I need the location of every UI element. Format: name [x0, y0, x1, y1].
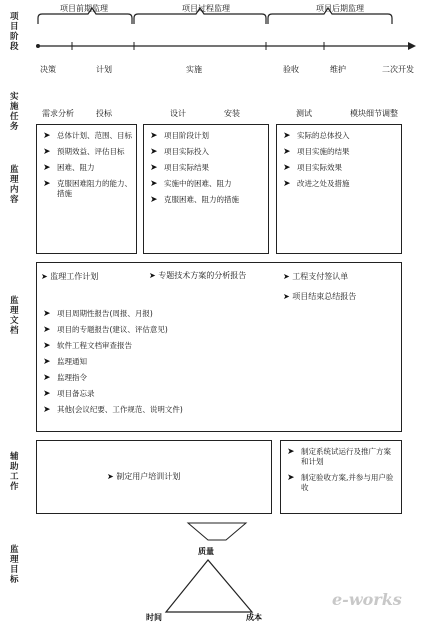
timeline-point: 二次开发 [382, 65, 414, 74]
content-box-process [143, 124, 269, 254]
doc-top-1: ➤ 监理工作计划 [41, 272, 99, 281]
task-item: 测试 [296, 109, 312, 118]
documents-box [36, 262, 402, 432]
arrow-bullet-icon: ➤ [283, 147, 291, 157]
list-item: ➤ 监理通知 [43, 357, 87, 367]
arrow-bullet-icon: ➤ [43, 373, 51, 383]
goal-quality: 质量 [198, 547, 214, 556]
list-item: ➤ 困难、阻力 [43, 163, 95, 173]
arrow-bullet-icon: ➤ [149, 271, 159, 280]
bracket-label-pre: 项目前期监理 [60, 4, 108, 13]
arrow-bullet-icon: ➤ [283, 163, 291, 173]
section-label-goals: 监理目标 [10, 545, 19, 585]
arrow-bullet-icon: ➤ [43, 309, 51, 319]
section-label-documents: 监理文档 [10, 296, 19, 336]
goal-time: 时间 [146, 613, 162, 622]
list-item: ➤ 项目阶段计划 [150, 131, 209, 141]
task-item: 设计 [170, 109, 186, 118]
arrow-bullet-icon: ➤ [283, 272, 293, 281]
timeline-arrowhead [408, 42, 416, 50]
arrow-bullet-icon: ➤ [43, 163, 51, 173]
section-label-phases: 项目阶段 [10, 12, 19, 52]
goal-arrow [188, 523, 246, 540]
list-item: ➤ 项目的专题报告(建议、评估意见) [43, 325, 168, 335]
arrow-bullet-icon: ➤ [150, 131, 158, 141]
goal-triangle [166, 560, 252, 612]
list-item: ➤ 预期效益、评估目标 [43, 147, 125, 157]
arrow-bullet-icon: ➤ [43, 131, 51, 141]
bracket-label-process: 项目过程监理 [182, 4, 230, 13]
timeline-point: 决策 [40, 65, 56, 74]
doc-top-3: ➤ 工程支付签认单 [283, 272, 349, 281]
arrow-bullet-icon: ➤ [287, 473, 295, 483]
section-label-tasks: 实施任务 [10, 92, 19, 132]
list-item: ➤ 项目实际结果 [150, 163, 209, 173]
timeline-point: 验收 [283, 65, 299, 74]
arrow-bullet-icon: ➤ [283, 179, 291, 189]
list-item: ➤ 制定系统试运行及推广方案和计划 [287, 447, 391, 466]
arrow-bullet-icon: ➤ [43, 389, 51, 399]
list-item: ➤ 监理指令 [43, 373, 87, 383]
list-item: ➤ 克服困难、阻力的措施 [150, 195, 239, 205]
doc-right-2: ➤ 项目结束总结报告 [283, 292, 357, 301]
arrow-bullet-icon: ➤ [43, 341, 51, 351]
task-item: 投标 [96, 109, 112, 118]
content-box-post [276, 124, 402, 254]
content-box-pre [36, 124, 137, 254]
list-item: ➤ 其他(会议纪要、工作规范、说明文件) [43, 405, 183, 415]
section-label-auxiliary: 辅助工作 [10, 452, 19, 492]
task-item: 模块细节调整 [350, 109, 398, 118]
arrow-bullet-icon: ➤ [43, 325, 51, 335]
list-item: ➤ 项目备忘录 [43, 389, 95, 399]
arrow-bullet-icon: ➤ [150, 195, 158, 205]
arrow-bullet-icon: ➤ [43, 147, 51, 157]
arrow-bullet-icon: ➤ [283, 131, 291, 141]
arrow-bullet-icon: ➤ [150, 147, 158, 157]
arrow-bullet-icon: ➤ [43, 405, 51, 415]
timeline-point: 维护 [330, 65, 346, 74]
bracket-label-post: 项目后期监理 [316, 4, 364, 13]
arrow-bullet-icon: ➤ [150, 163, 158, 173]
list-item: ➤ 制定验收方案,并参与用户验收 [287, 473, 394, 492]
arrow-bullet-icon: ➤ [107, 472, 117, 481]
auxiliary-box-left [36, 440, 272, 514]
arrow-bullet-icon: ➤ [283, 292, 293, 301]
list-item: ➤ 实际的总体投入 [283, 131, 350, 141]
task-item: 安装 [224, 109, 240, 118]
list-item: ➤ 克服困难阻力的能力、措施 [43, 179, 132, 198]
auxiliary-box-right [280, 440, 402, 514]
timeline-point: 实施 [186, 65, 202, 74]
arrow-bullet-icon: ➤ [43, 179, 51, 189]
arrow-bullet-icon: ➤ [41, 272, 51, 281]
watermark-logo: e-works [332, 590, 402, 609]
list-item: ➤ 项目实际投入 [150, 147, 209, 157]
list-item: ➤ 实施中的困难、阻力 [150, 179, 232, 189]
arrow-bullet-icon: ➤ [287, 447, 295, 457]
list-item: ➤ 改进之处及措施 [283, 179, 350, 189]
list-item: ➤ 项目实际效果 [283, 163, 342, 173]
list-item: ➤ 总体计划、范围、目标 [43, 131, 132, 141]
section-label-content: 监理内容 [10, 165, 19, 205]
doc-top-2: ➤ 专题技术方案的分析报告 [149, 271, 247, 280]
task-item: 需求分析 [42, 109, 74, 118]
arrow-bullet-icon: ➤ [150, 179, 158, 189]
arrow-bullet-icon: ➤ [43, 357, 51, 367]
goal-cost: 成本 [246, 613, 262, 622]
timeline-point: 计划 [96, 65, 112, 74]
list-item: ➤ 软件工程文档审查报告 [43, 341, 132, 351]
auxiliary-item: ➤ 制定用户培训计划 [107, 472, 181, 481]
list-item: ➤ 项目周期性报告(周报、月报) [43, 309, 153, 319]
list-item: ➤ 项目实施的结果 [283, 147, 350, 157]
